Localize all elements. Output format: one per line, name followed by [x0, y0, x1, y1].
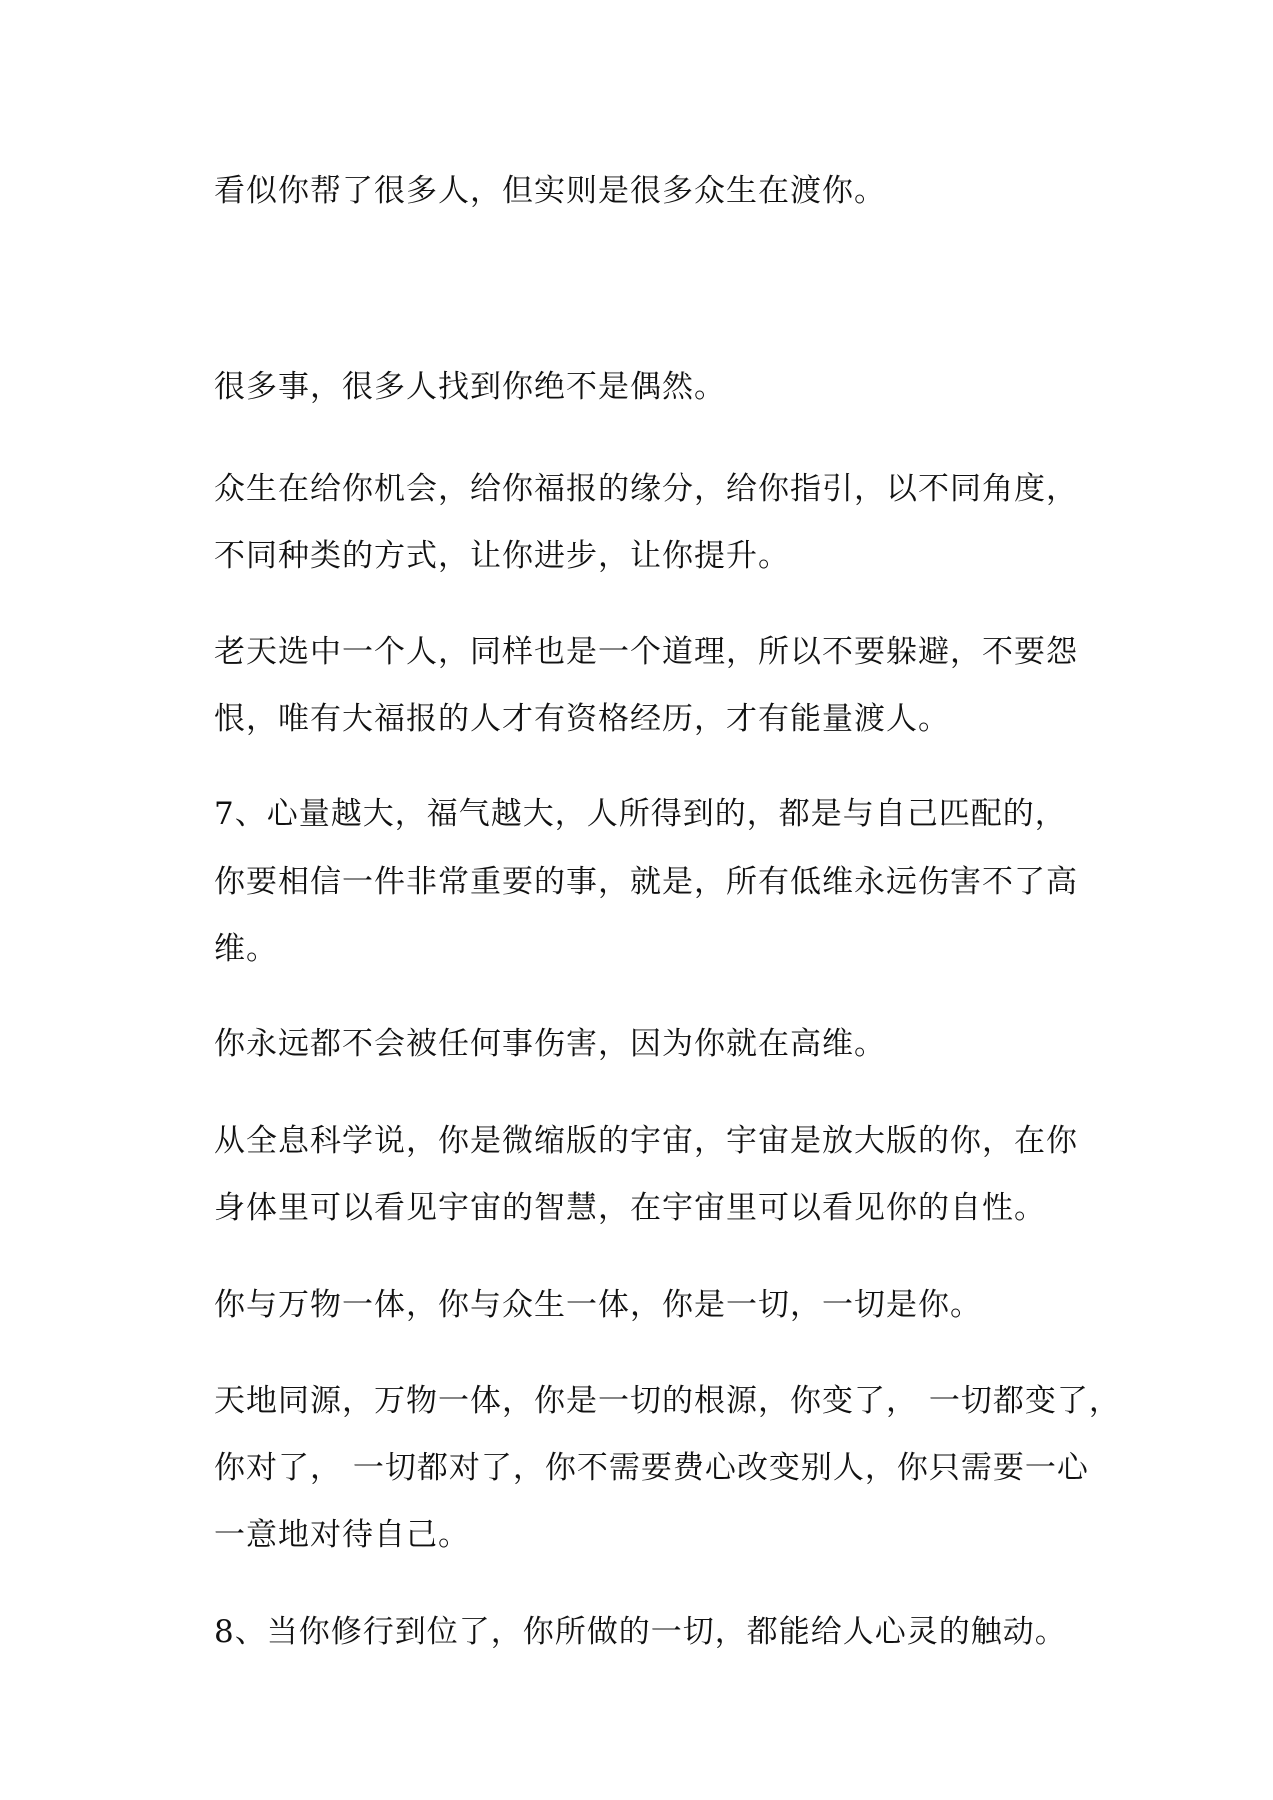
- text-line: 7、心量越大，福气越大，人所得到的，都是与自己匹配的，: [214, 796, 1067, 832]
- text-line: 老天选中一个人，同样也是一个道理，所以不要躲避，不要怨: [214, 634, 1078, 670]
- text-line: 你要相信一件非常重要的事，就是，所有低维永远伤害不了高: [214, 864, 1078, 900]
- text-line: 天地同源，万物一体，你是一切的根源，你变了， 一切都变了，: [214, 1383, 1121, 1419]
- text-line: 从全息科学说，你是微缩版的宇宙，宇宙是放大版的你，在你: [214, 1123, 1078, 1159]
- text-line: 恨，唯有大福报的人才有资格经历，才有能量渡人。: [214, 701, 950, 737]
- text-line: 一意地对待自己。: [214, 1517, 470, 1553]
- text-line: 不同种类的方式，让你进步，让你提升。: [214, 538, 790, 574]
- text-line: 很多事，很多人找到你绝不是偶然。: [214, 369, 726, 405]
- text-line: 8、当你修行到位了，你所做的一切，都能给人心灵的触动。: [214, 1614, 1067, 1650]
- text-line: 你对了， 一切都对了，你不需要费心改变别人，你只需要一心: [214, 1450, 1089, 1486]
- text-line: 你与万物一体，你与众生一体，你是一切，一切是你。: [214, 1287, 982, 1323]
- text-line: 看似你帮了很多人，但实则是很多众生在渡你。: [214, 173, 886, 209]
- text-line: 维。: [214, 931, 278, 967]
- text-line: 众生在给你机会，给你福报的缘分，给你指引，以不同角度，: [214, 471, 1078, 507]
- text-line: 你永远都不会被任何事伤害，因为你就在高维。: [214, 1026, 886, 1062]
- text-line: 身体里可以看见宇宙的智慧，在宇宙里可以看见你的自性。: [214, 1190, 1046, 1226]
